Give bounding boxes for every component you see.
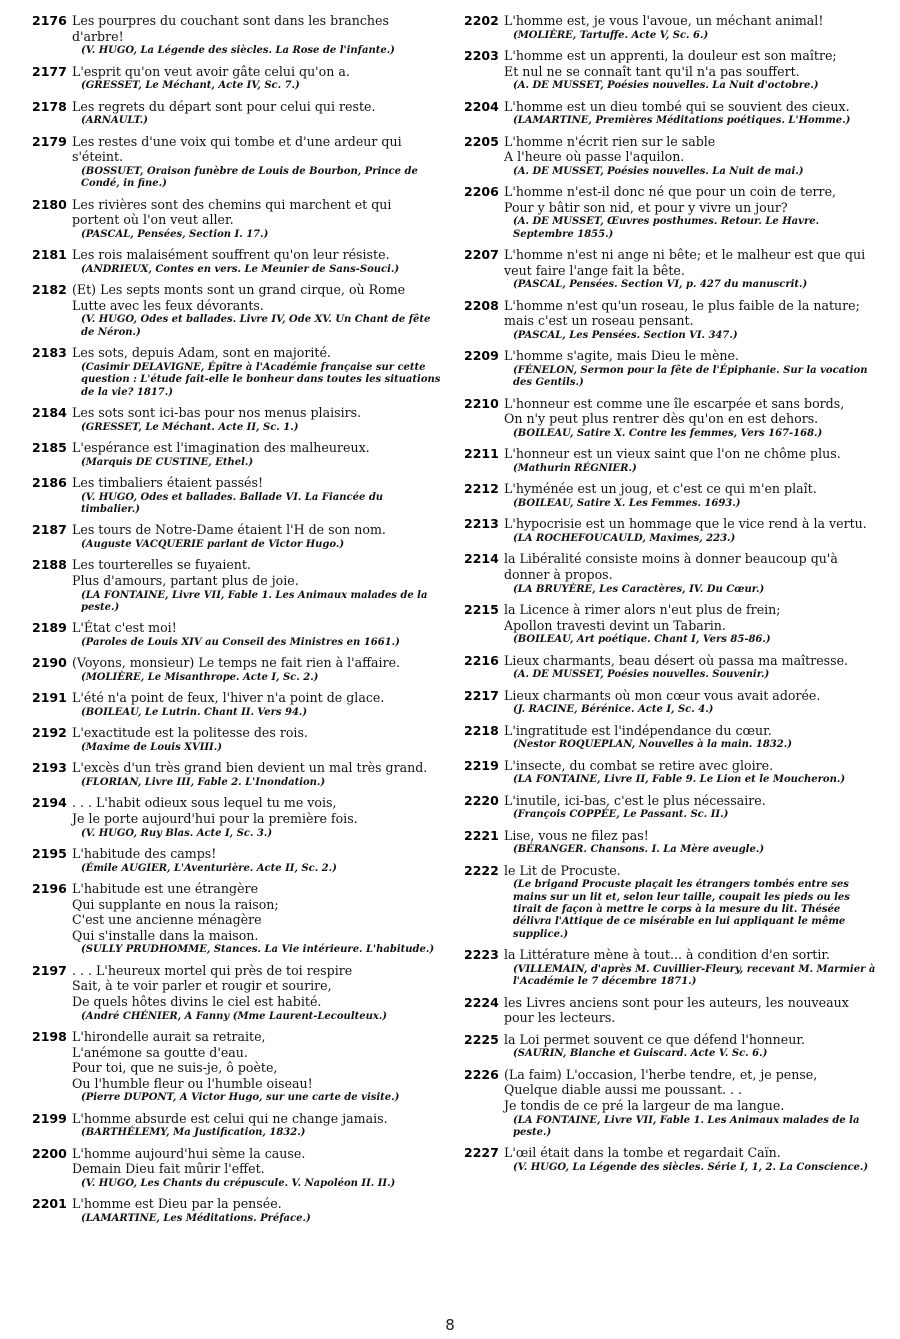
quotation-source: (François COPPÉE, Le Passant. Sc. II.) [513,809,729,821]
quotation-text: L'homme n'est qu'un roseau, le plus faible de la nature; mais c'est un roseau pensant. [504,297,860,329]
entry-body [72,725,442,754]
quotation-entry [464,516,876,545]
quotation-source: (LA FONTAINE, Livre VII, Fable 1. Les Animaux malades de la peste.) [81,589,428,613]
entry-body [72,99,442,128]
entry-number: 2194 [32,795,67,811]
quotation-entry [32,1196,442,1225]
entry-body [72,13,442,58]
entry-number: 2216 [464,652,499,668]
quotation-entry [32,134,442,191]
entry-number: 2197 [32,962,67,978]
quotation-source: (SULLY PRUDHOMME, Stances. La Vie intérieure. L'habitude.) [81,944,435,956]
quotation-entry [32,557,442,614]
quotation-text: L'espérance est l'imagination des malheureux. [72,440,370,455]
quotation-entry [32,620,442,649]
quotation-source: (PASCAL, Pensées, Section I. 17.) [81,228,269,240]
quotation-source: (Auguste VACQUERIE parlant de Victor Hugo.) [81,539,345,550]
quotation-text: L'homme n'est ni ange ni bête; et le malheur est que qui veut faire l'ange fait la bête. [504,247,866,278]
entry-body [504,13,876,42]
quotation-entry [32,475,442,516]
quotation-source: (BOSSUET, Oraison funèbre de Louis de Bourbon, Prince de Condé, in fine.) [81,165,418,190]
entry-body [504,134,876,179]
quotation-source: (ANDRIEUX, Contes en vers. Le Meunier de Sans-Souci.) [81,263,400,275]
quotation-text: Les tourterelles se fuyaient. Plus d'amours, partant plus de joie. [72,557,299,588]
entry-body [504,758,876,787]
entry-number: 2189 [32,620,67,636]
quotation-entry [464,758,876,787]
entry-number: 2178 [32,98,67,114]
quotation-entry [464,48,876,93]
entry-number: 2179 [32,133,67,149]
entry-number: 2180 [32,196,67,212]
entry-number: 2192 [32,725,67,741]
quotation-source: (GRESSET, Le Méchant, Acte IV, Sc. 7.) [81,80,300,92]
quotation-source: (VILLEMAIN, d'après M. Cuvillier-Fleury, recevant M. Marmier à l'Académie le 7 décembre 1871.) [513,963,876,988]
quotation-entry [32,795,442,840]
quotation-source: (A. DE MUSSET, Poésies nouvelles. La Nuit de mai.) [513,165,804,177]
quotation-text: L'honneur est comme une île escarpée et sans bords, On n'y peut plus rentrer dès qu'on en est dehors. [504,395,845,427]
quotation-entry [464,863,876,942]
quotation-entry [464,298,876,343]
quotation-entry [464,134,876,179]
quotation-text: Les rois malaisément souffrent qu'on leur résiste. [72,247,390,263]
quotation-source: (Nestor ROQUEPLAN, Nouvelles à la main. 1832.) [513,739,792,751]
quotation-source: (V. HUGO, Ruy Blas. Acte I, Sc. 3.) [81,827,273,839]
entry-body [72,557,442,614]
entry-body [504,947,876,988]
quotation-text: L'homme aujourd'hui sème la cause. Demain Dieu fait mûrir l'effet. [72,1145,306,1177]
entry-body [504,828,876,857]
entry-number: 2199 [32,1110,67,1126]
quotation-text: la Libéralité consiste moins à donner beaucoup qu'à donner à propos. [504,551,838,582]
quotation-source: (A. DE MUSSET, Poésies nouvelles. Souvenir.) [513,669,770,681]
entry-number: 2201 [32,1196,67,1212]
quotation-text: L'habitude des camps! [72,846,217,861]
entry-number: 2215 [464,601,499,617]
quotation-entry [464,688,876,717]
quotation-source: (BOILEAU, Satire X. Les Femmes. 1693.) [513,497,741,509]
quotation-text: Lieux charmants, beau désert où passa ma maîtresse. [504,652,849,668]
entry-body [72,620,442,649]
entry-body [504,99,876,128]
quotation-source: (PASCAL, Les Pensées. Section VI. 347.) [513,329,738,341]
quotation-text: Les pourpres du couchant sont dans les branches d'arbre! [72,13,389,44]
entry-body [504,184,876,241]
quotation-text: (Voyons, monsieur) Le temps ne fait rien à l'affaire. [72,655,401,671]
quotation-source: (Pierre DUPONT, A Victor Hugo, sur une carte de visite.) [81,1092,400,1104]
entry-number: 2220 [464,792,499,808]
quotation-source: (MOLIÈRE, Le Misanthrope. Acte I, Sc. 2.) [81,672,319,683]
entry-number: 2224 [464,994,499,1010]
quotation-source: (SAURIN, Blanche et Guiscard. Acte V. Sc. 6.) [513,1048,768,1060]
quotation-source: (A. DE MUSSET, Poésies nouvelles. La Nuit d'octobre.) [513,80,819,92]
quotation-source: (LAMARTINE, Premières Méditations poétiques. L'Homme.) [513,115,851,127]
quotation-text: L'exactitude est la politesse des rois. [72,725,308,741]
entry-body [504,1067,876,1140]
quotation-text: (La faim) L'occasion, l'herbe tendre, et, je pense, Quelque diable aussi me poussant. . . Je tondis de ce pré la largeur de ma langue. [504,1066,818,1113]
quotation-entry [464,1032,876,1061]
entry-number: 2200 [32,1145,67,1161]
quotation-source: (BARTHÉLEMY, Ma Justification, 1832.) [81,1127,306,1139]
entry-number: 2227 [464,1145,499,1161]
quotation-source: (V. HUGO, La Légende des siècles. La Rose de l'infante.) [81,45,395,57]
entry-number: 2219 [464,757,499,773]
quotation-source: (BÉRANGER. Chansons. I. La Mère aveugle.) [513,844,765,856]
quotation-entry [32,760,442,789]
entry-body [72,963,442,1023]
quotation-source: (LAMARTINE, Les Méditations. Préface.) [81,1212,311,1224]
entry-number: 2187 [32,522,67,538]
quotation-text: L'État c'est moi! [72,620,177,636]
quotation-source: (BOILEAU, Art poétique. Chant I, Vers 85-86.) [513,634,771,646]
entry-body [72,795,442,840]
quotation-entry [464,947,876,988]
quotation-source: (Paroles de Louis XIV au Conseil des Ministres en 1661.) [81,637,400,648]
entry-body [504,446,876,475]
entry-body [504,688,876,717]
quotation-entry [464,1067,876,1140]
entry-body [72,134,442,191]
quotation-text: Lieux charmants où mon cœur vous avait adorée. [504,687,821,703]
entry-number: 2183 [32,345,67,361]
quotation-entry [464,653,876,682]
quotation-text: L'homme est un apprenti, la douleur est son maître; Et nul ne se connaît tant qu'il n'a pas souffert. [504,48,837,79]
entry-body [72,282,442,339]
entry-body [504,247,876,292]
quotation-text: L'honneur est un vieux saint que l'on ne chôme plus. [504,446,841,462]
quotation-text: L'inutile, ici-bas, c'est le plus nécessaire. [504,792,766,808]
quotation-text: Les sots, depuis Adam, sont en majorité. [72,345,331,361]
entry-body [72,64,442,93]
entry-number: 2195 [32,846,67,861]
quotation-entry [32,846,442,875]
quotation-entry [464,723,876,752]
quotation-entry [32,345,442,399]
entry-body [504,793,876,822]
entry-body [72,345,442,399]
quotation-entry [464,13,876,42]
quotation-source: (V. HUGO, Odes et ballades. Livre IV, Ode XV. Un Chant de fête de Néron.) [81,314,431,338]
quotation-source: (PASCAL, Pensées. Section VI, p. 427 du manuscrit.) [513,279,808,291]
quotation-source: (Casimir DELAVIGNE, Épître à l'Académie française sur cette question : L'étude fait-elle le bonheur dans toutes les situations de la vie? 1817.) [81,361,441,398]
quotation-text: L'homme absurde est celui qui ne change jamais. [72,1110,388,1126]
entry-number: 2188 [32,557,67,573]
entry-number: 2206 [464,184,499,200]
quotation-entry [464,828,876,857]
entry-body [72,1029,442,1105]
quotation-text: Lise, vous ne filez pas! [504,827,649,843]
entry-number: 2214 [464,551,499,567]
quotation-text: L'hirondelle aurait sa retraite, L'anémone sa goutte d'eau. Pour toi, que ne suis-je, ô poète, Ou l'humble fleur ou l'humble oiseau! [72,1028,313,1091]
entry-number: 2207 [464,247,499,263]
entry-number: 2190 [32,655,67,671]
entry-body [504,551,876,596]
quotation-entry [32,881,442,957]
quotation-source: (V. HUGO, Les Chants du crépuscule. V. Napoléon II. II.) [81,1177,396,1189]
quotation-text: L'insecte, du combat se retire avec gloire. [504,757,774,773]
quotation-text: la Loi permet souvent ce que défend l'honneur. [504,1031,805,1047]
entry-body [72,846,442,875]
quotation-source: (ARNAULT.) [81,115,149,127]
quotation-source: (LA FONTAINE, Livre VII, Fable 1. Les Animaux malades de la peste.) [513,1114,860,1138]
entry-body [504,995,876,1026]
quotation-entry [32,1111,442,1140]
entry-number: 2193 [32,760,67,776]
entry-body [72,1111,442,1140]
quotation-entry [32,690,442,719]
entry-body [72,655,442,684]
quotation-entry [464,995,876,1026]
entry-body [504,602,876,647]
quotation-entry [32,725,442,754]
quotation-source: (LA BRUYÈRE, Les Caractères, IV. Du Cœur.) [513,583,765,595]
quotation-source: (Marquis DE CUSTINE, Ethel.) [81,456,254,468]
entry-number: 2222 [464,862,499,878]
entry-body [504,863,876,942]
entry-number: 2204 [464,98,499,114]
entry-number: 2198 [32,1028,67,1044]
entry-body [72,475,442,516]
entry-number: 2177 [32,63,67,79]
entry-number: 2181 [32,247,67,263]
quotation-source: (V. HUGO, Odes et ballades. Ballade VI. La Fiancée du timbalier.) [81,491,384,515]
entry-number: 2210 [464,395,499,411]
entry-number: 2212 [464,481,499,497]
entry-body [504,298,876,343]
quotation-entry [32,197,442,242]
quotation-source: (J. RACINE, Bérénice. Acte I, Sc. 4.) [513,704,714,716]
quotation-source: (Maxime de Louis XVIII.) [81,742,222,753]
entry-number: 2225 [464,1031,499,1047]
quotation-entry [464,602,876,647]
quotation-text: la Littérature mène à tout... à condition d'en sortir. [504,947,830,963]
quotation-entry [464,99,876,128]
entry-body [72,405,442,434]
quotation-source: (LA FONTAINE, Livre II, Fable 9. Le Lion et le Moucheron.) [513,774,846,786]
quotation-text: L'homme n'est-il donc né que pour un coin de terre, Pour y bâtir son nid, et pour y vivre un jour? [504,184,837,215]
entry-body [72,881,442,957]
quotation-entry [32,405,442,434]
quotation-entry [32,1146,442,1191]
quotation-text: L'excès d'un très grand bien devient un mal très grand. [72,760,428,776]
quotation-text: . . . L'habit odieux sous lequel tu me vois, Je le porte aujourd'hui pour la première fois. [72,795,358,826]
entry-body [504,1032,876,1061]
quotation-entry [464,793,876,822]
quotation-source: (MOLIÈRE, Tartuffe. Acte V, Sc. 6.) [513,29,709,41]
quotation-text: Les rivières sont des chemins qui marchent et qui portent où l'on veut aller. [72,196,392,228]
entry-body [504,723,876,752]
quotation-text: L'homme s'agite, mais Dieu le mène. [504,348,739,364]
quotation-entry [464,1145,876,1174]
quotation-entry [32,282,442,339]
quotation-source: (GRESSET, Le Méchant. Acte II, Sc. 1.) [81,421,299,433]
quotation-source: (A. DE MUSSET, Œuvres posthumes. Retour. Le Havre. Septembre 1855.) [513,216,820,240]
entry-number: 2182 [32,282,67,298]
quotation-text: la Licence à rimer alors n'eut plus de frein; Apollon travesti devint un Tabarin. [504,601,781,633]
entry-number: 2223 [464,947,499,963]
quotation-entry [32,13,442,58]
quotation-source: (FLORIAN, Livre III, Fable 2. L'Inondation.) [81,777,326,788]
entry-body [504,48,876,93]
quotation-entry [32,64,442,93]
quotation-source: (Émile AUGIER, L'Aventurière. Acte II, Sc. 2.) [81,862,337,874]
quotation-entry [32,1029,442,1105]
quotation-source: (V. HUGO, La Légende des siècles. Série I, 1, 2. La Conscience.) [513,1161,869,1173]
entry-number: 2213 [464,516,499,532]
quotation-text: Les timbaliers étaient passés! [72,475,264,490]
quotation-entry [32,440,442,469]
entry-body [72,440,442,469]
quotation-text: le Lit de Procuste. [504,862,621,878]
quotation-entry [32,247,442,276]
quotation-text: (Et) Les septs monts sont un grand cirque, où Rome Lutte avec les feux dévorants. [72,282,406,313]
quotation-text: les Livres anciens sont pour les auteurs, les nouveaux pour les lecteurs. [504,994,849,1026]
entry-number: 2208 [464,297,499,313]
entry-number: 2185 [32,440,67,455]
quotation-text: Les tours de Notre-Dame étaient l'H de son nom. [72,522,386,538]
left-column [32,13,442,1231]
entry-body [504,516,876,545]
entry-number: 2209 [464,348,499,364]
entry-number: 2202 [464,13,499,28]
entry-body [504,481,876,510]
entry-body [72,522,442,551]
page-number: 8 [445,1316,455,1334]
quotation-entry [464,446,876,475]
quotation-text: L'homme est Dieu par la pensée. [72,1196,282,1212]
quotation-entry [464,348,876,389]
quotation-entry [464,247,876,292]
entry-number: 2203 [464,48,499,63]
quotation-entry [32,99,442,128]
right-column [464,13,876,1180]
quotation-entry [32,963,442,1023]
entry-body [72,1196,442,1225]
quotation-source: (André CHÉNIER, A Fanny (Mme Laurent-Lecoulteux.) [81,1010,388,1022]
entry-number: 2211 [464,446,499,462]
quotation-text: Les regrets du départ sont pour celui qui reste. [72,98,376,114]
quotation-text: L'œil était dans la tombe et regardait Caïn. [504,1145,781,1161]
entry-body [72,197,442,242]
entry-body [72,247,442,276]
quotation-source: (FÉNELON, Sermon pour la fête de l'Épiphanie. Sur la vocation des Gentils.) [513,364,868,389]
entry-body [72,1146,442,1191]
quotation-entry [464,396,876,441]
quotation-text: L'été n'a point de feux, l'hiver n'a point de glace. [72,690,385,706]
entry-number: 2221 [464,827,499,843]
entry-number: 2218 [464,722,499,738]
quotation-text: L'ingratitude est l'indépendance du cœur. [504,722,772,738]
entry-body [504,348,876,389]
quotation-text: L'homme est, je vous l'avoue, un méchant animal! [504,13,824,28]
quotation-text: Les sots sont ici-bas pour nos menus plaisirs. [72,405,362,420]
entry-number: 2176 [32,13,67,28]
quotation-text: L'homme est un dieu tombé qui se souvient des cieux. [504,98,850,114]
entry-number: 2217 [464,687,499,703]
quotation-entry [464,481,876,510]
entry-body [72,690,442,719]
quotation-source: (LA ROCHEFOUCAULD, Maximes, 223.) [513,532,736,544]
quotation-text: L'homme n'écrit rien sur le sable A l'heure où passe l'aquilon. [504,133,716,165]
entry-number: 2196 [32,881,67,896]
quotation-text: . . . L'heureux mortel qui près de toi respire Sait, à te voir parler et rougir et sourire, De quels hôtes divins le ciel est habité. [72,962,353,1009]
quotation-text: L'hypocrisie est un hommage que le vice rend à la vertu. [504,516,867,532]
entry-number: 2184 [32,405,67,420]
entry-body [72,760,442,789]
quotation-source: (Mathurin RÉGNIER.) [513,462,637,474]
quotation-text: L'esprit qu'on veut avoir gâte celui qu'on a. [72,63,350,79]
quotation-entry [32,522,442,551]
quotation-source: (BOILEAU, Satire X. Contre les femmes, Vers 167-168.) [513,427,823,439]
entry-body [504,396,876,441]
quotation-text: Les restes d'une voix qui tombe et d'une ardeur qui s'éteint. [72,133,402,165]
entry-number: 2205 [464,133,499,149]
entry-number: 2186 [32,475,67,490]
quotation-text: L'habitude est une étrangère Qui supplante en nous la raison; C'est une ancienne ménagère Qui s'installe dans la maison. [72,881,279,943]
quotation-entry [32,655,442,684]
quotation-text: L'hyménée est un joug, et c'est ce qui m'en plaît. [504,481,817,497]
entry-number: 2191 [32,690,67,706]
entry-number: 2226 [464,1066,499,1082]
entry-body [504,1145,876,1174]
entry-body [504,653,876,682]
quotation-entry [464,551,876,596]
quotation-source: (Le brigand Procuste plaçait les étrangers tombés entre ses mains sur un lit et, selon leur taille, coupait les pieds ou les tirait de façon à mettre le corps à la mesure du lit. Thésée délivra l'Attique de ce misérable en lui appliquant le même supplice.) [513,879,850,940]
quotation-source: (BOILEAU, Le Lutrin. Chant II. Vers 94.) [81,707,308,718]
quotation-entry [464,184,876,241]
